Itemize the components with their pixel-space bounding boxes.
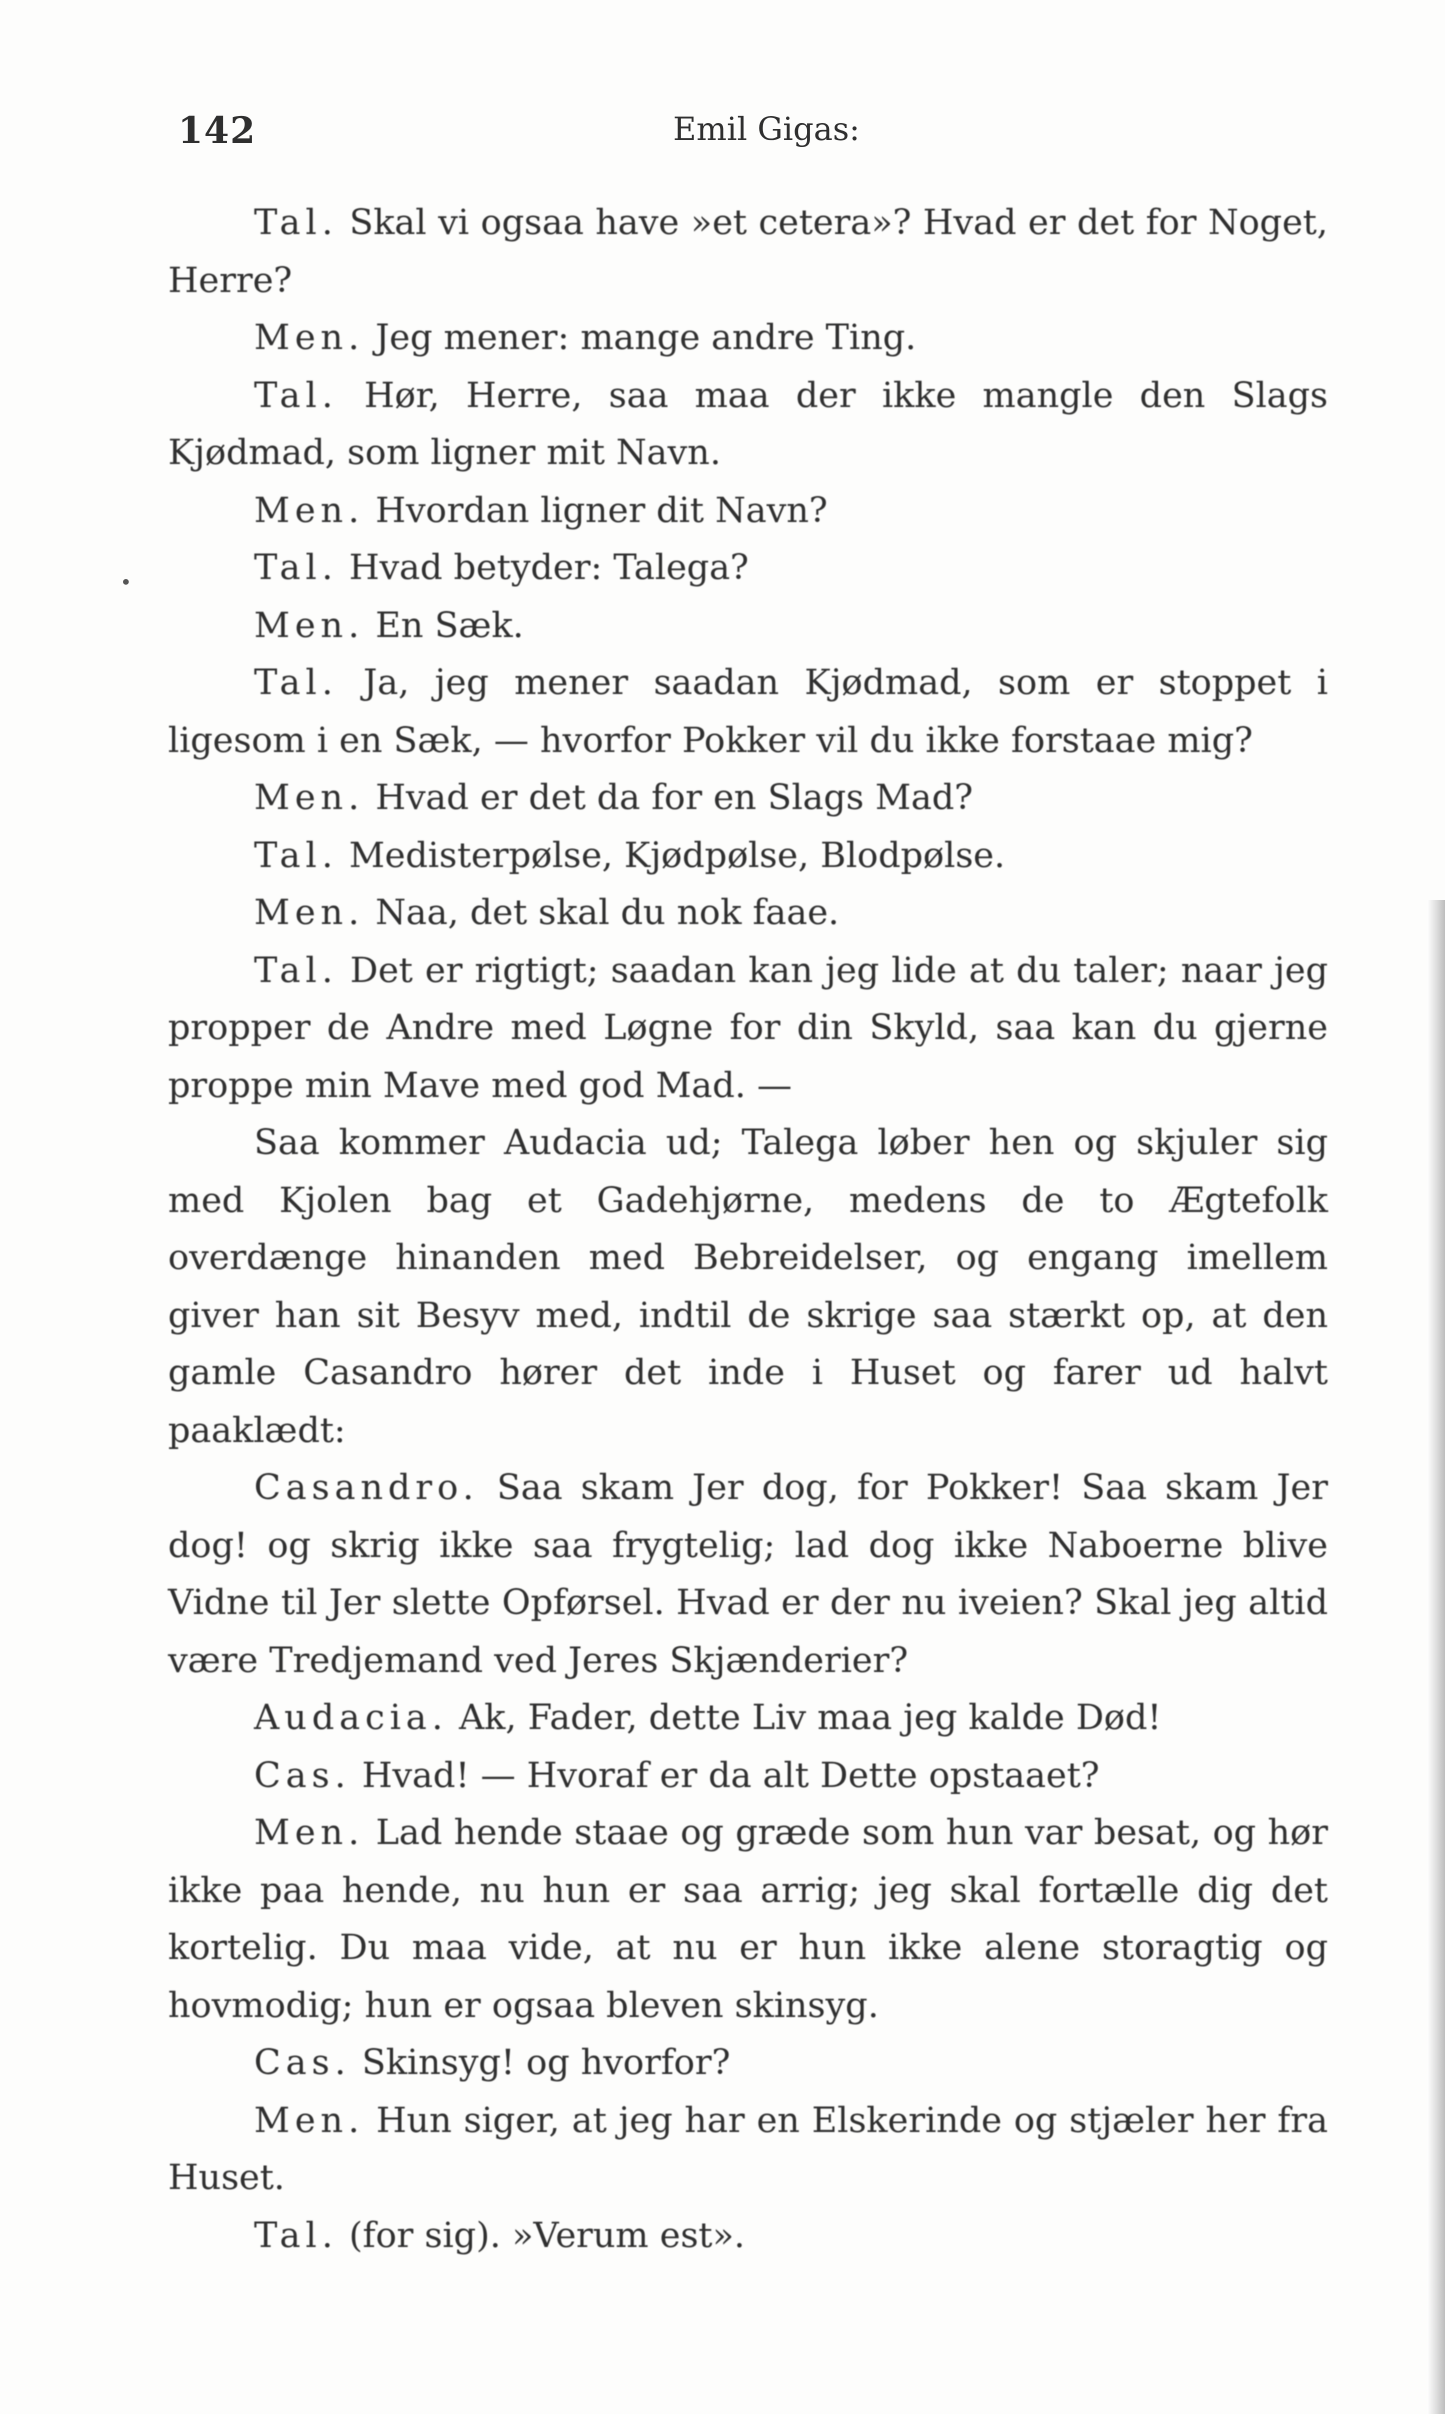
dialogue-paragraph — [168, 1748, 1328, 1806]
dialogue-text: Ja, jeg mener saadan Kjødmad, som er stoppet i ligesom i en Sæk, — hvorfor Pokker vil du ikke forstaae mig? — [168, 663, 1328, 761]
dialogue-paragraph — [168, 1690, 1328, 1748]
dialogue-paragraph — [168, 770, 1328, 828]
dialogue-text: Hvad er det da for en Slags Mad? — [375, 778, 973, 818]
speaker-name: Tal. — [254, 663, 338, 703]
margin-mark: • — [120, 570, 132, 594]
dialogue-paragraph — [168, 2093, 1328, 2208]
dialogue-text: Ak, Fader, dette Liv maa jeg kalde Død! — [459, 1698, 1162, 1738]
dialogue-paragraph — [168, 2208, 1328, 2266]
speaker-name: Casandro. — [254, 1468, 479, 1508]
running-head: Emil Gigas: — [673, 110, 860, 148]
dialogue-text: Lad hende staae og græde som hun var besat, og hør ikke paa hende, nu hun er saa arrig; jeg skal fortælle dig det kortelig. Du maa vide, at nu er hun ikke alene storagtig og hovmodig; hun er ogsaa bleven skinsyg. — [168, 1813, 1328, 2026]
dialogue-text: Saa kommer Audacia ud; Talega løber hen og skjuler sig med Kjolen bag et Gadehjørne, medens de to Ægtefolk overdænge hinanden med Bebreidelser, og engang imellem giver han sit Besyv med, indtil de skrige saa stærkt op, at den gamle Casandro hører det inde i Huset og farer ud halvt paaklædt: — [168, 1123, 1328, 1451]
speaker-name: Audacia. — [254, 1698, 448, 1738]
dialogue-paragraph — [168, 310, 1328, 368]
speaker-name: Tal. — [254, 2215, 338, 2256]
dialogue-text: (for sig). »Verum est». — [348, 2215, 746, 2256]
dialogue-text: Medisterpølse, Kjødpølse, Blodpølse. — [348, 835, 1006, 876]
dialogue-text: Hvad betyder: Talega? — [348, 548, 749, 588]
page-header — [178, 110, 1318, 160]
dialogue-paragraph — [168, 828, 1328, 886]
dialogue-text: Hvordan ligner dit Navn? — [375, 490, 828, 531]
speaker-name: Men. — [254, 605, 365, 646]
speaker-name: Men. — [254, 318, 365, 358]
dialogue-text: Jeg mener: mange andre Ting. — [375, 318, 917, 358]
speaker-name: Cas. — [254, 1755, 351, 1796]
speaker-name: Men. — [254, 1813, 365, 1853]
dialogue-text: Naa, det skal du nok faae. — [375, 893, 840, 933]
dialogue-text: Hvad! — Hvoraf er da alt Dette opstaaet? — [361, 1755, 1100, 1796]
speaker-name: Men. — [254, 490, 365, 531]
dialogue-text: En Sæk. — [375, 605, 524, 646]
speaker-name: Tal. — [254, 835, 338, 876]
dialogue-paragraph — [168, 1805, 1328, 2035]
dialogue-text: Skal vi ogsaa have »et cetera»? Hvad er det for Noget, Herre? — [168, 203, 1328, 301]
dialogue-text: Skinsyg! og hvorfor? — [361, 2043, 731, 2083]
dialogue-paragraph — [168, 598, 1328, 656]
dialogue-paragraph — [168, 483, 1328, 541]
dialogue-text: Hun siger, at jeg har en Elskerinde og stjæler her fra Huset. — [168, 2100, 1328, 2198]
speaker-name: Men. — [254, 2100, 365, 2141]
speaker-name: Men. — [254, 778, 365, 818]
speaker-name: Cas. — [254, 2043, 351, 2083]
speaker-name: Tal. — [254, 375, 338, 416]
body-text — [168, 195, 1328, 2265]
speaker-name: Tal. — [254, 548, 338, 588]
page-number: 142 — [178, 110, 257, 152]
page-edge-shadow — [1427, 900, 1445, 2414]
dialogue-text: Det er rigtigt; saadan kan jeg lide at du taler; naar jeg propper de Andre med Løgne for din Skyld, saa kan du gjerne proppe min Mave med god Mad. — — [168, 950, 1328, 1106]
speaker-name: Tal. — [254, 950, 338, 991]
speaker-name: Tal. — [254, 203, 338, 243]
dialogue-paragraph — [168, 368, 1328, 483]
speaker-name: Men. — [254, 893, 365, 933]
dialogue-paragraph — [168, 885, 1328, 943]
dialogue-paragraph — [168, 1115, 1328, 1460]
dialogue-paragraph — [168, 655, 1328, 770]
dialogue-paragraph — [168, 1460, 1328, 1690]
dialogue-paragraph — [168, 943, 1328, 1116]
dialogue-paragraph — [168, 540, 1328, 598]
dialogue-text: Saa skam Jer dog, for Pokker! Saa skam Jer dog! og skrig ikke saa frygtelig; lad dog ikke Naboerne blive Vidne til Jer slette Opførsel. Hvad er der nu iveien? Skal jeg altid være Tredjemand ved Jeres Skjænderier? — [168, 1468, 1328, 1681]
dialogue-text: Hør, Herre, saa maa der ikke mangle den Slags Kjødmad, som ligner mit Navn. — [168, 375, 1328, 473]
dialogue-paragraph — [168, 2035, 1328, 2093]
dialogue-paragraph — [168, 195, 1328, 310]
